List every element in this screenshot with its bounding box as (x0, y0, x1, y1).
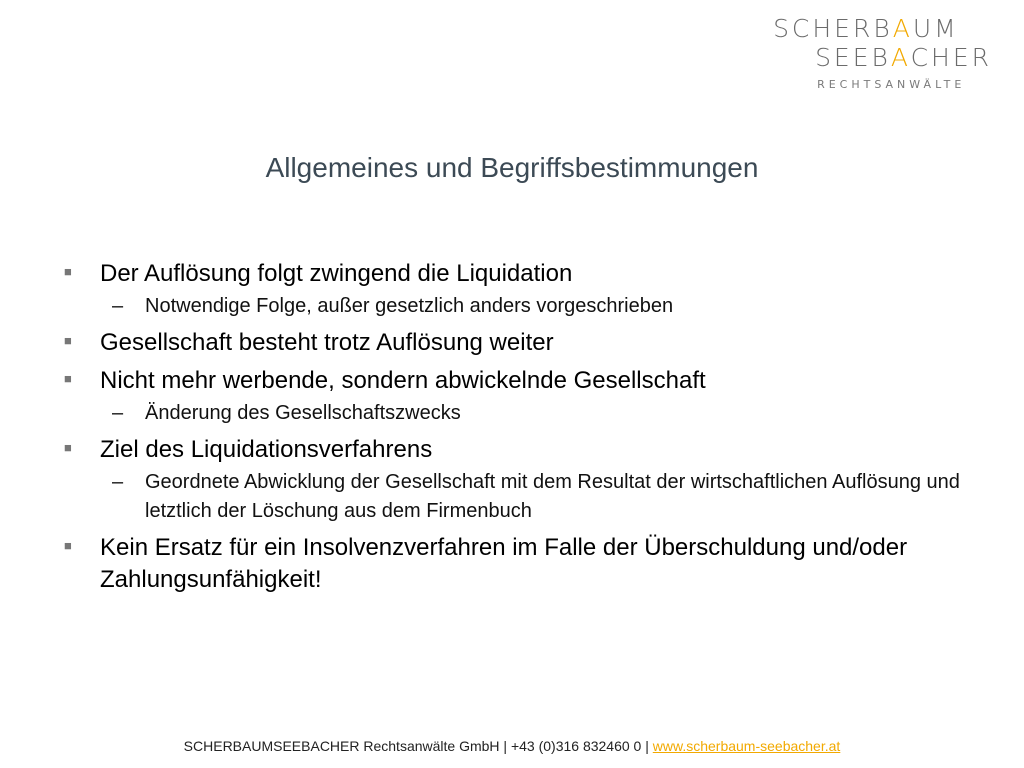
bullet-item (62, 365, 962, 397)
logo-line-2: SEEBACHER (815, 43, 992, 72)
bullet-item (62, 532, 962, 596)
bullet-item (62, 327, 962, 359)
bullet-text: Der Auflösung folgt zwingend die Liquidation (100, 260, 573, 287)
bullet-item (62, 258, 962, 290)
footer-text: SCHERBAUMSEEBACHER Rechtsanwälte GmbH | +43 (0)316 832460 0 | (183, 738, 653, 754)
bullet-square-icon: ■ (64, 264, 72, 279)
sub-bullet-text: Änderung des Gesellschaftszwecks (145, 402, 461, 424)
bullet-text: Ziel des Liquidationsverfahrens (100, 436, 433, 463)
bullet-text: Gesellschaft besteht trotz Auflösung weiter (100, 329, 554, 356)
dash-icon: – (112, 471, 124, 493)
sub-bullet-text: Geordnete Abwicklung der Gesellschaft mit dem Resultat der wirtschaftlichen Auflösung und letztlich der Löschung aus dem Firmenbuch (145, 471, 960, 522)
sub-bullet-item (62, 468, 962, 526)
dash-icon: – (112, 295, 124, 317)
sub-bullet-item (62, 292, 962, 321)
bullet-square-icon: ■ (64, 371, 72, 386)
bullet-square-icon: ■ (64, 333, 72, 348)
dash-icon: – (112, 402, 124, 424)
sub-bullet-item (62, 399, 962, 428)
footer (0, 738, 1024, 754)
bullet-square-icon: ■ (64, 538, 72, 553)
bullet-item (62, 434, 962, 466)
logo-line-1: SCHERBAUM (773, 14, 959, 43)
bullet-text: Nicht mehr werbende, sondern abwickelnde Gesellschaft (100, 367, 706, 394)
website-link[interactable]: www.scherbaum-seebacher.at (652, 738, 841, 754)
bullet-list (62, 252, 962, 596)
company-logo (773, 14, 992, 91)
logo-subtitle: RECHTSANWÄLTE (817, 78, 966, 91)
slide-title: Allgemeines und Begriffsbestimmungen (265, 152, 759, 183)
bullet-text: Kein Ersatz für ein Insolvenzverfahren im Falle der Überschuldung und/oder Zahlungsunfähigkeit! (100, 534, 908, 593)
bullet-square-icon: ■ (64, 440, 72, 455)
sub-bullet-text: Notwendige Folge, außer gesetzlich anders vorgeschrieben (145, 295, 674, 317)
